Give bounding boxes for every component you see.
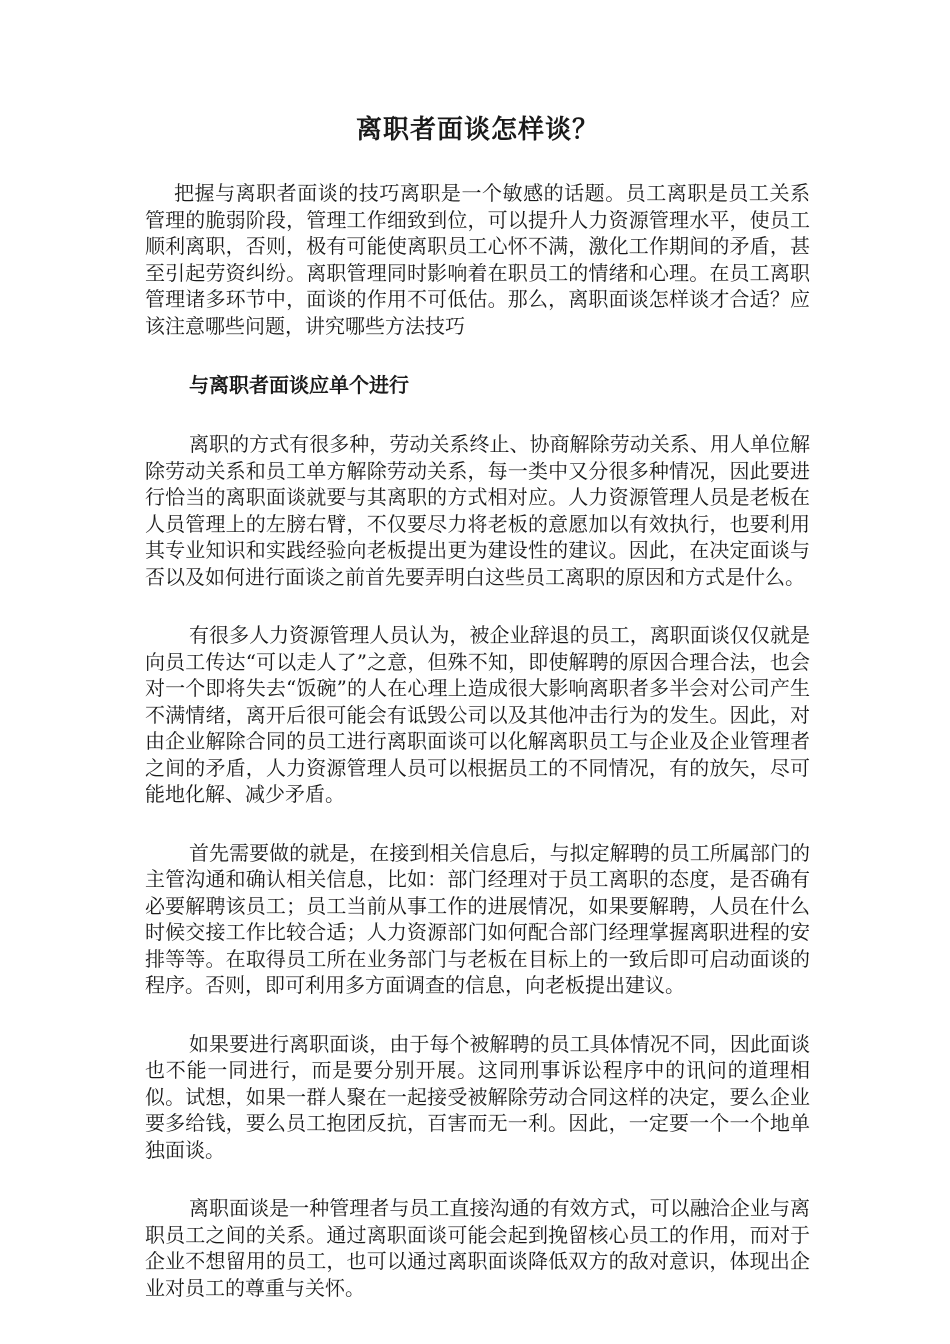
body-paragraph: 有很多人力资源管理人员认为，被企业辞退的员工，离职面谈仅仅就是向员工传达“可以走人了”之意，但殊不知，即使解聘的原因合理合法，也会对一个即将失去“饭碗”的人在心理上造成很大影响离职者多半会对公司产生不满情绪，离开后很可能会有诋毁公司以及其他冲击行为的发生。因此，对由企业解除合同的员工进行离职面谈可以化解离职员工与企业及企业管理者之间的矛盾，人力资源管理人员可以根据员工的不同情况，有的放矢，尽可能地化解、减少矛盾。 — [145, 623, 810, 806]
document-page — [145, 96, 810, 1333]
document-title: 离职者面谈怎样谈？ — [355, 115, 599, 145]
section-heading: 与离职者面谈应单个进行 — [189, 373, 409, 397]
body-paragraph: 离职的方式有很多种，劳动关系终止、协商解除劳动关系、用人单位解除劳动关系和员工单方解除劳动关系，每一类中又分很多种情况，因此要进行恰当的离职面谈就要与其离职的方式相对应。人力资源管理人员是老板在人员管理上的左膀右臂，不仅要尽力将老板的意愿加以有效执行，也要利用其专业知识和实践经验向老板提出更为建设性的建议。因此，在决定面谈与否以及如何进行面谈之前首先要弄明白这些员工离职的原因和方式是什么。 — [145, 432, 810, 589]
intro-paragraph: 把握与离职者面谈的技巧离职是一个敏感的话题。员工离职是员工关系管理的脆弱阶段，管理工作细致到位，可以提升人力资源管理水平，使员工顺利离职，否则，极有可能使离职员工心怀不满，激化工作期间的矛盾，甚至引起劳资纠纷。离职管理同时影响着在职员工的情绪和心理。在员工离职管理诸多环节中，面谈的作用不可低估。那么，离职面谈怎样谈才合适？应该注意哪些问题，讲究哪些方法技巧 — [145, 181, 810, 338]
body-paragraph: 离职面谈是一种管理者与员工直接沟通的有效方式，可以融洽企业与离职员工之间的关系。通过离职面谈可能会起到挽留核心员工的作用，而对于企业不想留用的员工，也可以通过离职面谈降低双方的敌对意识，体现出企业对员工的尊重与关怀。 — [145, 1196, 810, 1300]
body-paragraph: 如果要进行离职面谈，由于每个被解聘的员工具体情况不同，因此面谈也不能一同进行，而是要分别开展。这同刑事诉讼程序中的讯问的道理相似。试想，如果一群人聚在一起接受被解除劳动合同这样的决定，要么企业要多给钱，要么员工抱团反抗，百害而无一利。因此，一定要一个一个地单独面谈。 — [145, 1031, 810, 1162]
body-paragraph: 首先需要做的就是，在接到相关信息后，与拟定解聘的员工所属部门的主管沟通和确认相关信息，比如：部门经理对于员工离职的态度，是否确有必要解聘该员工；员工当前从事工作的进展情况，如果要解聘，人员在什么时候交接工作比较合适；人力资源部门如何配合部门经理掌握离职进程的安排等等。在取得员工所在业务部门与老板在目标上的一致后即可启动面谈的程序。否则，即可利用多方面调查的信息，向老板提出建议。 — [145, 840, 810, 997]
